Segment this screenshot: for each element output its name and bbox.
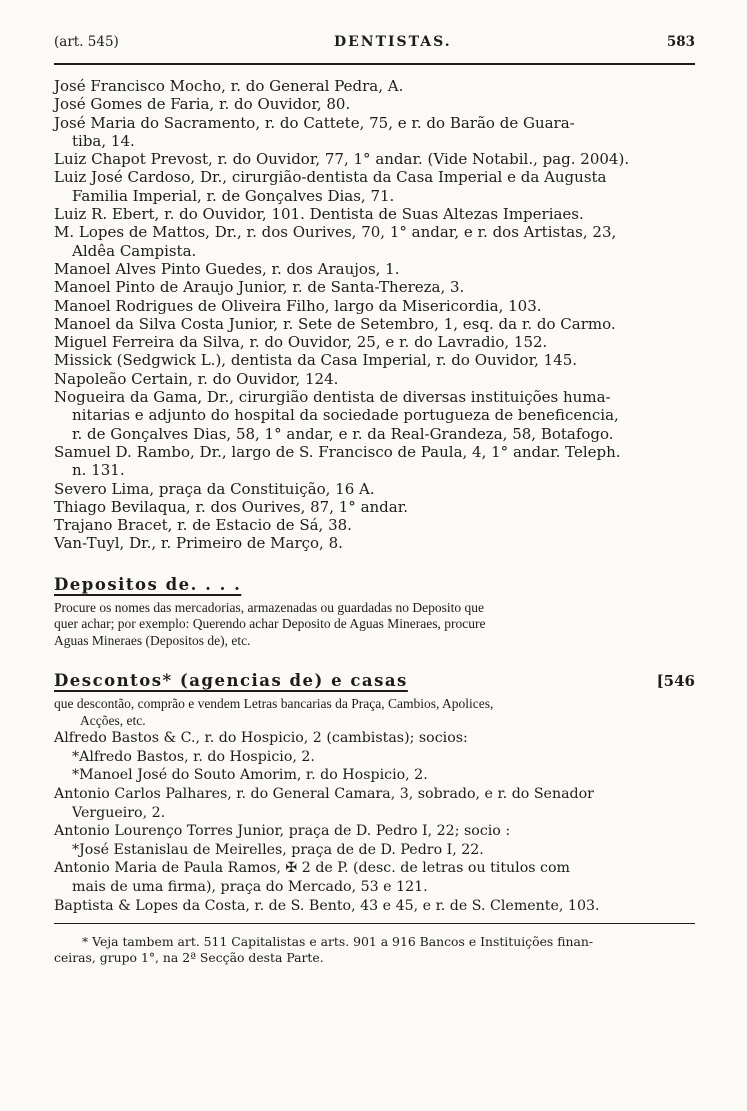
footnote xyxy=(54,934,695,966)
list-item: Miguel Ferreira da Silva, r. do Ouvidor, 25, e r. do Lavradio, 152. xyxy=(54,333,548,352)
section-title: Depositos de. . . . xyxy=(54,574,242,594)
section-title: Descontos* (agencias de) e casas xyxy=(54,671,408,691)
list-item: Severo Lima, praça da Constituição, 16 A. xyxy=(54,479,375,498)
list-item: Antonio Maria de Paula Ramos, ✠ 2 de P. (desc. de letras ou titulos com xyxy=(54,860,570,877)
list-item: Manoel Rodrigues de Oliveira Filho, largo da Misericordia, 103. xyxy=(54,296,542,315)
list-item-continuation: mais de uma firma), praça do Mercado, 53 e 121. xyxy=(72,878,428,895)
header-rule xyxy=(54,63,695,65)
list-item: Trajano Bracet, r. de Estacio de Sá, 38. xyxy=(54,516,352,535)
list-item-socio: *Alfredo Bastos, r. do Hospicio, 2. xyxy=(72,748,315,765)
list-item: Manoel Pinto de Araujo Junior, r. de Santa-Thereza, 3. xyxy=(54,278,465,297)
list-item-socio: *Manoel José do Souto Amorim, r. do Hospicio, 2. xyxy=(72,767,428,784)
footnote-line: ceiras, grupo 1°, na 2ª Secção desta Parte. xyxy=(54,950,324,966)
list-item-continuation: tiba, 14. xyxy=(72,131,135,150)
depositos-paragraph xyxy=(54,600,695,650)
list-item-continuation: r. de Gonçalves Dias, 58, 1° andar, e r. da Real-Grandeza, 58, Botafogo. xyxy=(72,424,614,443)
list-item-continuation: Vergueiro, 2. xyxy=(72,804,166,821)
list-item: José Francisco Mocho, r. do General Pedra, A. xyxy=(54,77,404,95)
footnote-rule xyxy=(54,923,695,924)
descontos-list xyxy=(54,729,695,915)
list-item-socio: *José Estanislau de Meirelles, praça de de D. Pedro I, 22. xyxy=(72,841,484,858)
list-item-continuation: n. 131. xyxy=(72,461,125,480)
list-item: Baptista & Lopes da Costa, r. de S. Bento, 43 e 45, e r. de S. Clemente, 103. xyxy=(54,897,600,914)
list-item: M. Lopes de Mattos, Dr., r. dos Ourives, 70, 1° andar, e r. dos Artistas, 23, xyxy=(54,223,617,242)
paragraph-line: que descontão, comprão e vendem Letras bancarias da Praça, Cambios, Apolices, xyxy=(54,696,494,712)
page-title: DENTISTAS. xyxy=(333,34,452,50)
paragraph-line: quer achar; por exemplo: Querendo achar Deposito de Aguas Mineraes, procure xyxy=(54,616,486,632)
descontos-intro xyxy=(54,696,695,729)
list-item: Manoel Alves Pinto Guedes, r. dos Araujos, 1. xyxy=(54,259,400,278)
list-item-continuation: nitarias e adjunto do hospital da sociedade portugueza de beneficencia, xyxy=(72,406,619,425)
page-header xyxy=(54,34,695,60)
dentistas-list xyxy=(54,77,695,553)
list-item: Antonio Carlos Palhares, r. do General Camara, 3, sobrado, e r. do Senador xyxy=(54,786,594,802)
descontos-heading xyxy=(54,671,695,690)
list-item: Luiz Chapot Prevost, r. do Ouvidor, 77, 1° andar. (Vide Notabil., pag. 2004). xyxy=(54,150,630,169)
list-item: Van-Tuyl, Dr., r. Primeiro de Março, 8. xyxy=(54,534,343,553)
paragraph-line: Procure os nomes das mercadorias, armazenadas ou guardadas no Deposito que xyxy=(54,599,484,615)
list-item: Nogueira da Gama, Dr., cirurgião dentista de diversas instituições huma- xyxy=(54,388,611,407)
list-item: Alfredo Bastos & C., r. do Hospicio, 2 (cambistas); socios: xyxy=(54,730,468,747)
list-item: José Maria do Sacramento, r. do Cattete, 75, e r. do Barão de Guara- xyxy=(54,113,575,132)
page-number: 583 xyxy=(666,34,695,50)
paragraph-line: Acções, etc. xyxy=(80,712,146,728)
list-item-continuation: Aldêa Campista. xyxy=(72,241,197,260)
list-item: Luiz R. Ebert, r. do Ouvidor, 101. Dentista de Suas Altezas Imperiaes. xyxy=(54,205,584,224)
list-item: Luiz José Cardoso, Dr., cirurgião-dentista da Casa Imperial e da Augusta xyxy=(54,168,607,187)
depositos-heading xyxy=(54,575,695,594)
list-item: Samuel D. Rambo, Dr., largo de S. Francisco de Paula, 4, 1° andar. Teleph. xyxy=(54,442,621,461)
footnote-line: * Veja tambem art. 511 Capitalistas e arts. 901 a 916 Bancos e Instituições finan- xyxy=(82,934,594,950)
list-item-continuation: Familia Imperial, r. de Gonçalves Dias, 71. xyxy=(72,186,395,205)
list-item: Antonio Lourenço Torres Junior, praça de D. Pedro I, 22; socio : xyxy=(54,823,511,840)
list-item: José Gomes de Faria, r. do Ouvidor, 80. xyxy=(54,95,351,114)
list-item: Napoleão Certain, r. do Ouvidor, 124. xyxy=(54,369,339,388)
article-number: [546 xyxy=(656,672,695,691)
paragraph-line: Aguas Mineraes (Depositos de), etc. xyxy=(54,632,251,648)
list-item: Manoel da Silva Costa Junior, r. Sete de Setembro, 1, esq. da r. do Carmo. xyxy=(54,314,616,333)
list-item: Thiago Bevilaqua, r. dos Ourives, 87, 1° andar. xyxy=(54,497,409,516)
list-item: Missick (Sedgwick L.), dentista da Casa Imperial, r. do Ouvidor, 145. xyxy=(54,351,578,370)
article-reference: (art. 545) xyxy=(54,34,119,50)
